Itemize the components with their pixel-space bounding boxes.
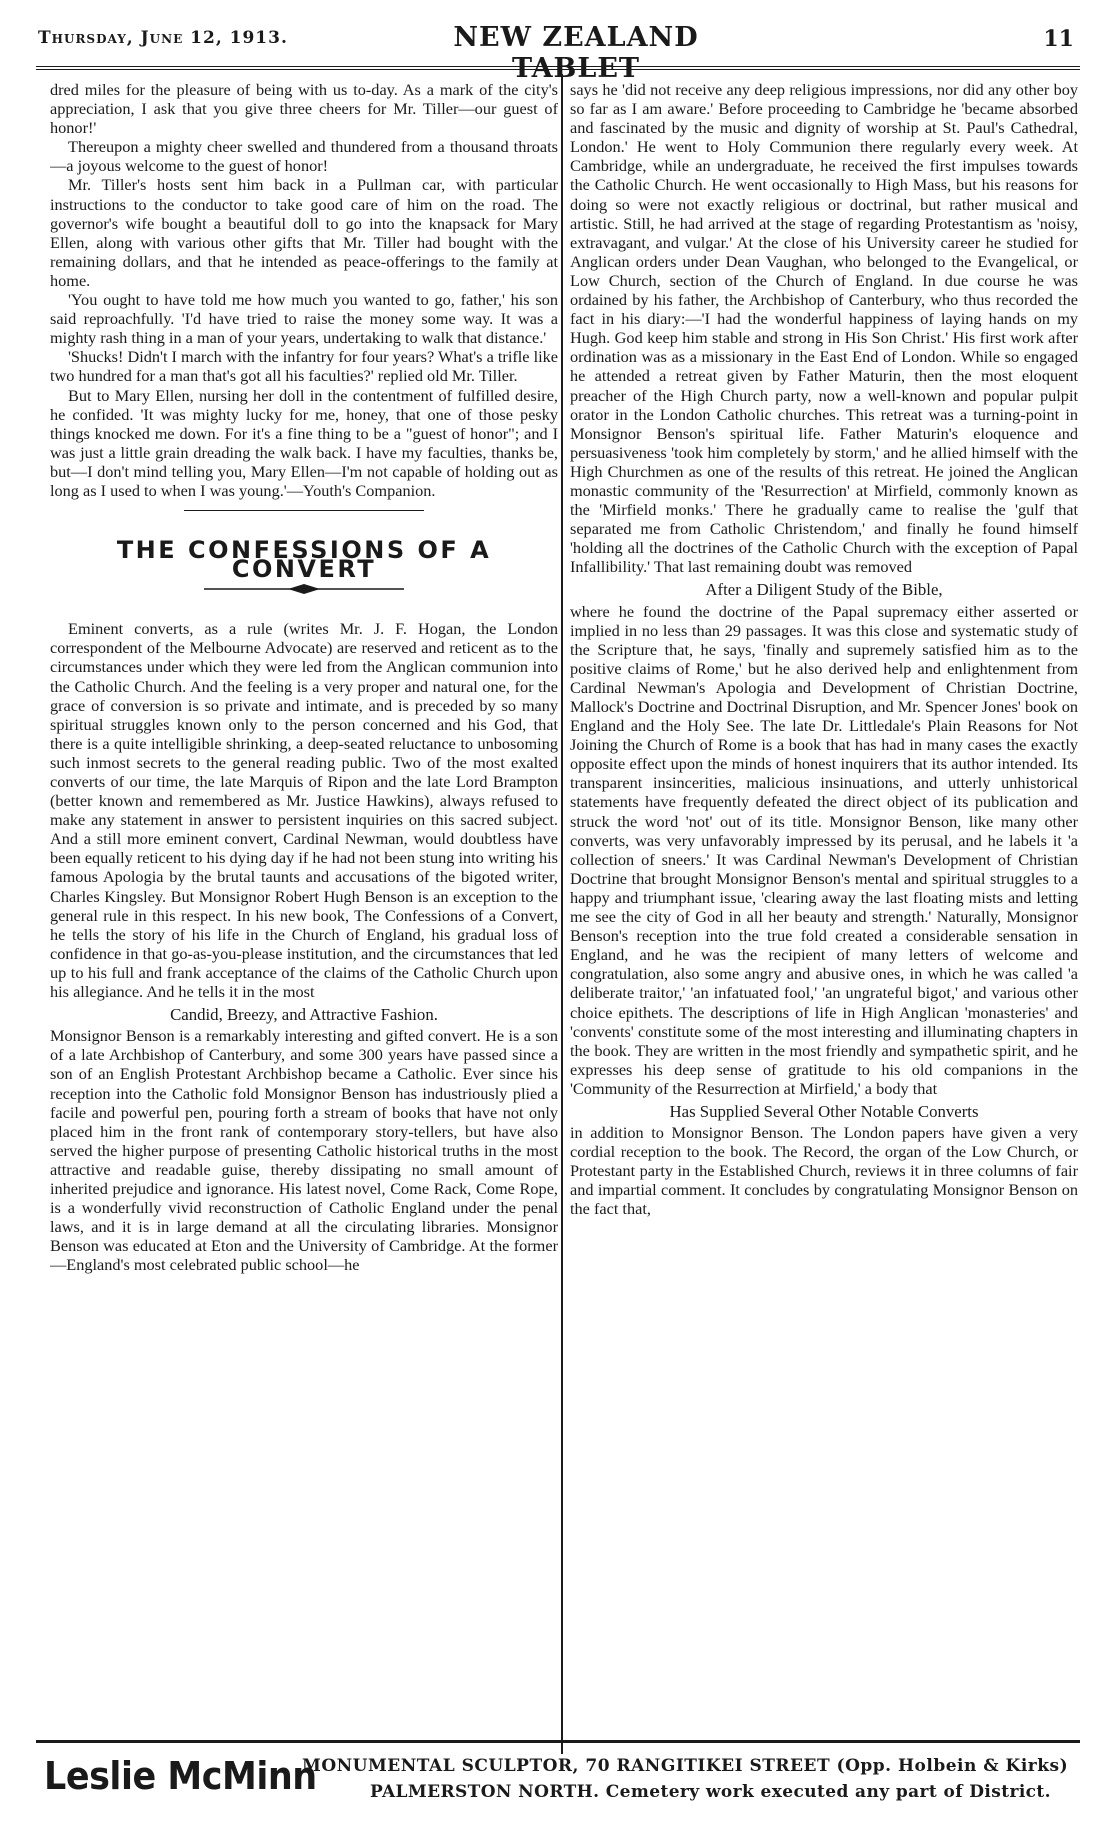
- article-paragraph: Eminent converts, as a rule (writes Mr. J. F. Hogan, the London correspondent of the Melbourne Advocate) are reserved and reticent as to the circumstances under which they were led from the Anglican communion into the Catholic Church. And the feeling is a very proper and natural one, for the grace of conversion is so private and intimate, and is preceded by so many spiritual struggles known only to the person concerned and his God, that there is a quite intelligible shrinking, a deep-seated reluctance to unbosoming such inmost secrets to the general reading public. Two of the most exalted converts of our time, the late Marquis of Ripon and the late Lord Brampton (better known and remembered as Mr. Justice Hawkins), always refused to make any statement in answer to persistent inquiries on this sacred subject. And a still more eminent convert, Cardinal Newman, would doubtless have been equally reticent to his dying day if he had not been stung into writing his famous Apologia by the brutal taunts and accusations of the bigoted writer, Charles Kingsley. But Monsignor Robert Hugh Benson is an exception to the general rule in this respect. In his new book, The Confessions of a Convert, he tells the story of his life in the Church of England, his gradual loss of confidence in that go-as-you-please institution, and the circumstances that led up to his full and frank acceptance of the claims of the Catholic Church upon his allegiance. And he tells it in the most: [50, 619, 558, 1002]
- newspaper-page: [36, 18, 1080, 1818]
- masthead: [36, 18, 1080, 84]
- story-paragraph: Mr. Tiller's hosts sent him back in a Pullman car, with particular instructions to the conductor to take good care of him on the road. The governor's wife bought a beautiful doll to go into the knapsack for Mary Ellen, along with various other gifts that Mr. Tiller had bought with the remaining dollars, and that he intended as peace-offerings to the family at home.: [50, 175, 558, 290]
- publication-title: NEW ZEALAND TABLET: [453, 22, 699, 84]
- right-column: [570, 80, 1078, 1740]
- advertisement-line: PALMERSTON NORTH. Cemetery work executed any part of District.: [370, 1782, 1051, 1802]
- article-headline: THE CONFESSIONS OF A CONVERT: [116, 536, 492, 584]
- headline-ornament: [204, 583, 404, 595]
- advertiser-name: Leslie McMinn: [44, 1754, 317, 1798]
- story-paragraph: But to Mary Ellen, nursing her doll in the contentment of fulfilled desire, he confided. 'It was mighty lucky for me, honey, that one of those pesky things knocked me down. For it's a fine thing to be a "guest of honor"; and I was just a little grain dreading the walk back. I have my faculties, thanks be, but—I don't mind telling you, Mary Ellen—I'm not capable of holding out as long as I used to when I was young.'—Youth's Companion.: [50, 385, 558, 500]
- story-paragraph: Thereupon a mighty cheer swelled and thundered from a thousand throats—a joyous welcome to the guest of honor!: [50, 137, 558, 176]
- story-paragraph: dred miles for the pleasure of being with us to-day. As a mark of the city's appreciation, I ask that you give three cheers for Mr. Tiller—our guest of honor!': [50, 80, 558, 138]
- story-end-rule: [184, 510, 424, 511]
- subheading: Candid, Breezy, and Attractive Fashion.: [170, 1005, 438, 1025]
- masthead-rule: [36, 66, 1080, 70]
- issue-date: Thursday, June 12, 1913.: [38, 28, 288, 48]
- column-divider: [561, 74, 563, 1754]
- advertisement-rule: [36, 1740, 1080, 1743]
- article-paragraph: says he 'did not receive any deep religious impressions, nor did any other boy so far as I am aware.' Before proceeding to Cambridge he 'became absorbed and fascinated by the music and dignity of worship at St. Paul's Cathedral, London.' He went to Holy Communion there regularly every week. At Cambridge, while an undergraduate, he received the first impulses towards the Catholic Church. He went occasionally to High Mass, but his reasons for doing so were not exactly religious or doctrinal, but rather musical and artistic. Still, he had arrived at the stage of regarding Protestantism as 'noisy, extravagant, and vulgar.' At the close of his University career he studied for Anglican orders under Dean Vaughan, who belonged to the Evangelical, or Low Church, section of the Church of England. In due course he was ordained by his father, the Archbishop of Canterbury, who thus recorded the fact in his diary:—'I had the wonderful happiness of laying hands on my Hugh. God keep him stable and strong in His Son Christ.' His first work after ordination was as a missionary in the East End of London. While so engaged he attended a retreat given by Father Maturin, then the most eloquent preacher of the High Church party, now a well-known and popular pulpit orator in the London Catholic churches. This retreat was a turning-point in Monsignor Benson's spiritual life. Father Maturin's eloquence and persuasiveness 'took him completely by storm,' and he allied himself with the High Churchmen as one of the results of this retreat. He joined the Anglican monastic community of the 'Resurrection' at Mirfield, commonly known as the 'Mirfield monks.' There he gradually came to realise the 'gulf that separated me from Catholic Christendom,' and finally he found himself 'holding all the doctrines of the Catholic Church with the exception of Papal Infallibility.' That last remaining doubt was removed: [570, 80, 1078, 577]
- article-paragraph: in addition to Monsignor Benson. The London papers have given a very cordial reception to the book. The Record, the organ of the Low Church, or Protestant party in the Established Church, reviews it in three columns of fair and impartial comment. It concludes by congratulating Monsignor Benson on the fact that,: [570, 1123, 1078, 1219]
- advertisement: [36, 1750, 1080, 1818]
- article-paragraph: Monsignor Benson is a remarkably interesting and gifted convert. He is a son of a late Archbishop of Canterbury, and some 300 years have passed since a son of an English Protestant Archbishop became a Catholic. Ever since his reception into the Catholic fold Monsignor Benson has industriously plied a facile and powerful pen, pouring forth a stream of books that have not only placed him in the front rank of contemporary story-tellers, but have also served the higher purpose of presenting Catholic historical truths in the most attractive and readable guise, thereby dissipating no small amount of inherited prejudice and ignorance. His latest novel, Come Rack, Come Rope, is a wonderfully vivid reconstruction of Catholic England under the penal laws, and it is in large demand at all the circulating libraries. Monsignor Benson was educated at Eton and the University of Cambridge. At the former—England's most celebrated public school—he: [50, 1026, 558, 1275]
- story-paragraph: 'You ought to have told me how much you wanted to go, father,' his son said reproachfully. 'I'd have tried to raise the money some way. It was a mighty rash thing in a man of your years, undertaking to walk that distance.': [50, 290, 558, 348]
- left-column: [50, 80, 558, 1740]
- page-number: 11: [1043, 26, 1074, 52]
- advertisement-line: MONUMENTAL SCULPTOR, 70 RANGITIKEI STREET (Opp. Holbein & Kirks): [302, 1756, 1069, 1776]
- subheading: After a Diligent Study of the Bible,: [705, 580, 943, 600]
- subheading: Has Supplied Several Other Notable Converts: [669, 1101, 979, 1121]
- article-paragraph: where he found the doctrine of the Papal supremacy either asserted or implied in no less than 29 passages. It was this close and systematic study of the Scripture that, he says, 'finally and supremely satisfied him as to the positive claims of Rome,' but he also derived help and enlightenment from Cardinal Newman's Apologia and Development of Christian Doctrine, Mallock's Doctrine and Doctrinal Disruption, and Mr. Spencer Jones' book on England and the Holy See. The late Dr. Littledale's Plain Reasons for Not Joining the Church of Rome is a book that has had in many cases the exactly opposite effect upon the minds of honest inquirers that its author intended. Its transparent insincerities, malicious insinuations, and utterly unhistorical statements have frequently defeated the direct object of its publication and struck the word 'not' out of its title. Monsignor Benson, like many other converts, was very unfavorably impressed by its perusal, and he labels it 'a collection of sneers.' It was Cardinal Newman's Development of Christian Doctrine that brought Monsignor Benson's mental and spiritual struggles to a happy and triumphant issue, 'clearing away the last floating mists and letting me see the city of God in all her beauty and strength.' Naturally, Monsignor Benson's reception into the true fold created a considerable sensation in England, and he was the recipient of many letters of welcome and congratulation, also some angry and abusive ones, in which he was called 'a deliberate traitor,' 'an infatuated fool,' 'an ungrateful bigot,' and various other choice epithets. The descriptions of life in High Anglican 'monasteries' and 'convents' constitute some of the most interesting and illuminating chapters in the book. They are written in the most friendly and sympathetic spirit, and he expresses his deep sense of gratitude to his old companions in the 'Community of the Resurrection at Mirfield,' a body that: [570, 601, 1078, 1098]
- story-paragraph: 'Shucks! Didn't I march with the infantry for four years? What's a trifle like two hundred for a man that's got all his faculties?' replied old Mr. Tiller.: [50, 347, 558, 386]
